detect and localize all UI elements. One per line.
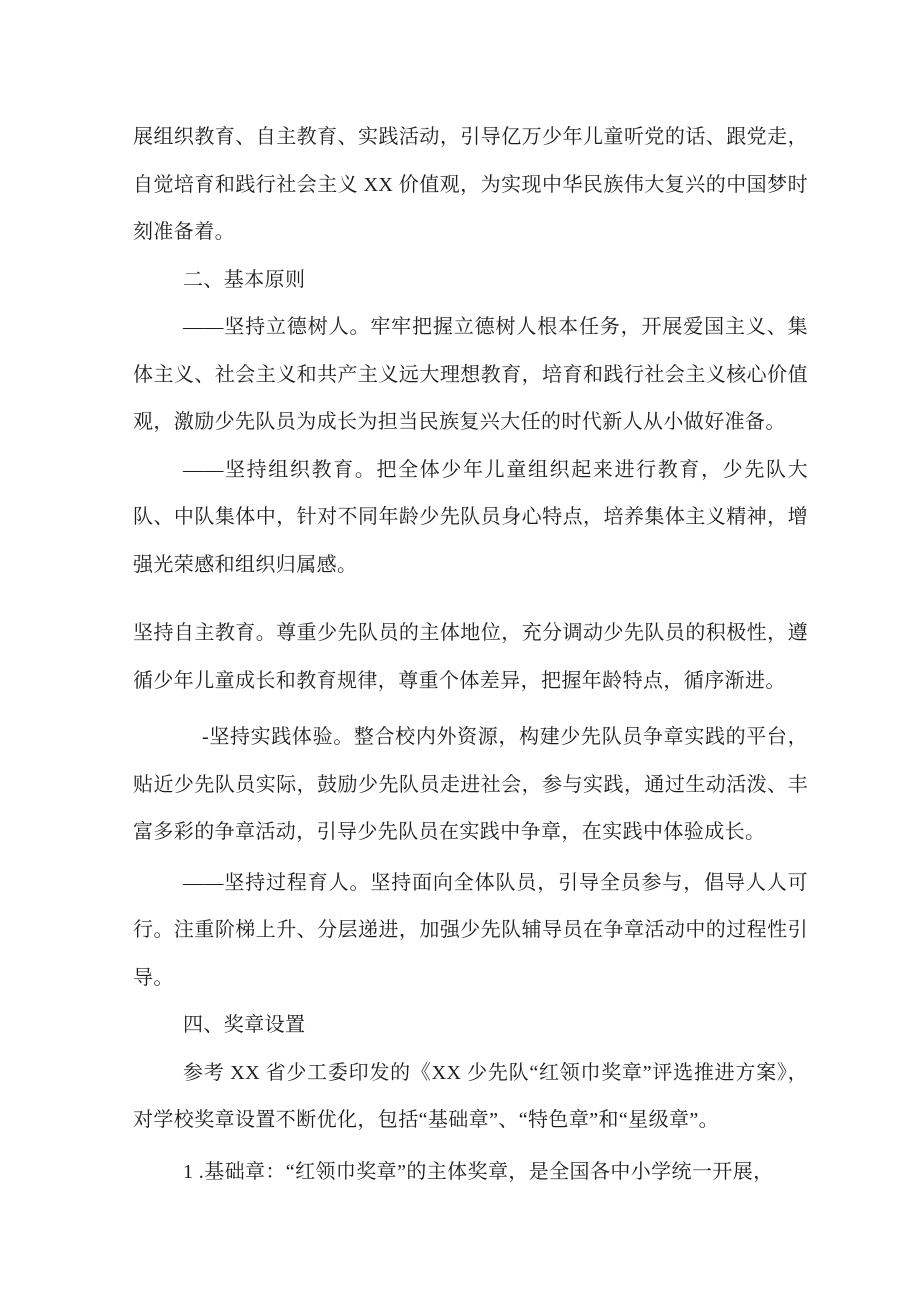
paragraph-basic-medal-item: 1 .基础章：“红领巾奖章”的主体奖章，是全国各中小学统一开展， (183, 1160, 774, 1183)
paragraph-uphold-moral-education: ——坚持立德树人。牢牢把握立德树人根本任务，开展爱国主义、集体主义、社会主义和共产主义远大理想教育，培育和践行社会主义核心价值观，激励少先队员为成长为担当民族复兴大任的时代新人从小做好准备。 (133, 316, 808, 433)
paragraph-uphold-organizational-education: ——坚持组织教育。把全体少年儿童组织起来进行教育，少先队大队、中队集体中，针对不同年龄少先队员身心特点，培养集体主义精神，增强光荣感和组织归属感。 (133, 458, 808, 576)
paragraph-medal-optimization: 参考 XX 省少工委印发的《XX 少先队“红领巾奖章”评选推进方案》，对学校奖章设置不断优化，包括“基础章”、“特色章”和“星级章”。 (133, 1061, 808, 1131)
paragraph-uphold-practical-experience: -坚持实践体验。整合校内外资源，构建少先队员争章实践的平台，贴近少先队员实际，鼓励少先队员走进社会，参与实践，通过生动活泼、丰富多彩的争章活动，引导少先队员在实践中争章，在实践中体验成长。 (133, 726, 808, 843)
section-heading-basic-principles: 二、基本原则 (183, 268, 306, 291)
section-heading-medal-setup: 四、奖章设置 (183, 1014, 306, 1036)
paragraph-uphold-process-education: ——坚持过程育人。坚持面向全体队员，引导全员参与，倡导人人可行。注重阶梯上升、分层递进，加强少先队辅导员在争章活动中的过程性引导。 (133, 871, 808, 989)
paragraph-uphold-self-education: 坚持自主教育。尊重少先队员的主体地位，充分调动少先队员的积极性，遵循少年儿童成长和教育规律，尊重个体差异，把握年龄特点，循序渐进。 (133, 622, 808, 692)
paragraph-continuation: 展组织教育、自主教育、实践活动，引导亿万少年儿童听党的话、跟党走，自觉培育和践行社会主义 XX 价值观，为实现中华民族伟大复兴的中国梦时刻准备着。 (133, 126, 808, 243)
